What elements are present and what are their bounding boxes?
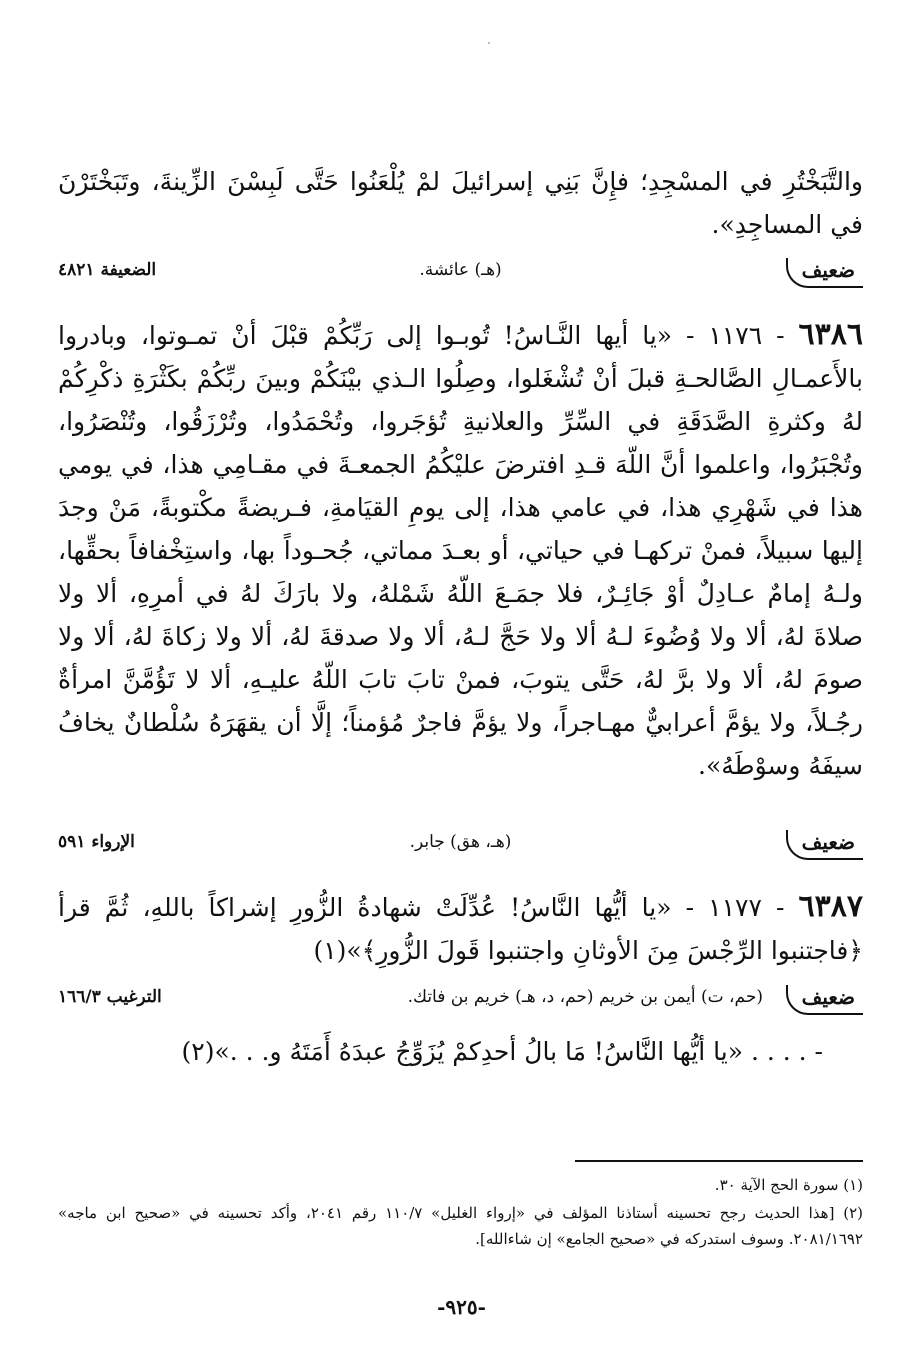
hadith-text: والتَّبَخْتُرِ في المسْجِدِ؛ فإِنَّ بَنِي إسرائيلَ لمْ يُلْعَنُوا حَتَّى لَبِسْنَ الزِّينةَ، وتَبَخْتَرْنَ في المساجِدِ». [58,167,863,239]
grade-label: ضعيف [786,985,863,1015]
hadith-number: ٦٣٨٦ [798,317,863,352]
scan-dot [488,42,490,44]
hadith-6386 [58,313,863,787]
source-attribution: (هـ) عائشة. [419,260,502,280]
hadith-source-line [58,258,863,298]
hadith-fragment [58,1030,863,1073]
reference: الإرواء ٥٩١ [58,832,135,852]
grade-label: ضعيف [786,258,863,288]
hadith-number: ٦٣٨٧ [798,889,863,924]
hadith-text: - ١١٧٧ - «يا أيُّها النَّاسُ! عُدِّلَتْ شهادةُ الزُّورِ إشراكاً باللهِ، ثُمَّ قرأ ﴿فاجتنبوا الرِّجْسَ مِنَ الأوثانِ واجتنبوا قَولَ الزُّورِ﴾»(١) [58,893,863,965]
hadith-source-line [58,830,863,870]
hadith-6387 [58,885,863,972]
source-attribution: (حم، ت) أيمن بن خريم (حم، د، هـ) خريم بن فاتك. [407,987,763,1007]
hadith-source-line [58,985,863,1025]
hadith-text: - . . . . «يا أيُّها النَّاسُ! مَا بالُ أحدِكمْ يُزَوِّجُ عبدَهُ أَمَتَهُ و. . .»(٢) [181,1037,823,1066]
hadith-text: - ١١٧٦ - «يا أيها النَّـاسُ! تُوبـوا إلى رَبِّكُمْ قبْلَ أنْ تمـوتوا، وبادروا بالأَعمـالِ الصَّالحـةِ قبلَ أنْ تُشْغَلوا، وصِلُوا الـذي بيْنَكُمْ وبينَ ربِّكُمْ بكَثْرَةِ ذكْرِكُمْ لهُ وكثرةِ الصَّدَقَةِ في السِّرِّ والعلانيةِ تُؤجَروا، وتُحْمَدُوا، وتُرْزَقُوا، وتُنْصَرُوا، وتُجْبَرُوا، واعلموا أنَّ اللّهَ قـدِ افترضَ عليْكُمُ الجمعـةَ في مقـامِي هذا، في يومي هذا في شَهْرِي هذا، في عامي هذا، إلى يومِ القيَامةِ، فـريضةً مكْتوبةً، مَنْ وجدَ إليها سبيلاً، فمنْ تركهـا في حياتي، أو بعـدَ مماتي، جُحـوداً بها، واستِخْفافاً بحقِّها، ولـهُ إمامٌ عـادِلٌ أوْ جَائِـرٌ، فلا جمَـعَ اللّهُ شَمْلهُ، ولا بارَكَ لهُ في أمرِهِ، ألا ولا صلاةَ لهُ، ألا ولا وُضُوءَ لـهُ ألا ولا حَجَّ لـهُ، ألا ولا صدقةَ لهُ، ألا ولا زكاةَ لهُ، ألا ولا صومَ لهُ، ألا ولا برَّ لهُ، حَتَّى يتوبَ، فمنْ تابَ تابَ اللّهُ عليـهِ، ألا لا تَؤُمَّنَّ امرأةٌ رجُـلاً، ولا يؤمَّ أعرابيٌّ مهـاجراً، ولا يؤمَّ فاجرٌ مُؤمناً؛ إلَّا أن يقهَرَهُ سُلْطانٌ يخافُ سيفَهُ وسوْطَهُ». [58,321,863,780]
footnote-2: (٢) [هذا الحديث رجح تحسينه أستاذنا المؤلف في «إرواء الغليل» ١١٠/٧ رقم ٢٠٤١، وأكد تحسينه في «صحيح ابن ماجه» ٢٠٨١/١٦٩٢. وسوف استدركه في «صحيح الجامع» إن شاءالله]. [58,1204,864,1248]
hadith-continuation [58,160,863,246]
source-attribution: (هـ، هق) جابر. [409,832,512,852]
footnote-divider [575,1160,863,1162]
reference: الترغيب ١٦٦/٣ [58,987,162,1007]
grade-label: ضعيف [786,830,863,860]
page-number: -٩٢٥- [437,1295,486,1319]
reference: الضعيفة ٤٨٢١ [58,260,157,280]
footnote-1: (١) سورة الحج الآية ٣٠. [714,1176,863,1194]
